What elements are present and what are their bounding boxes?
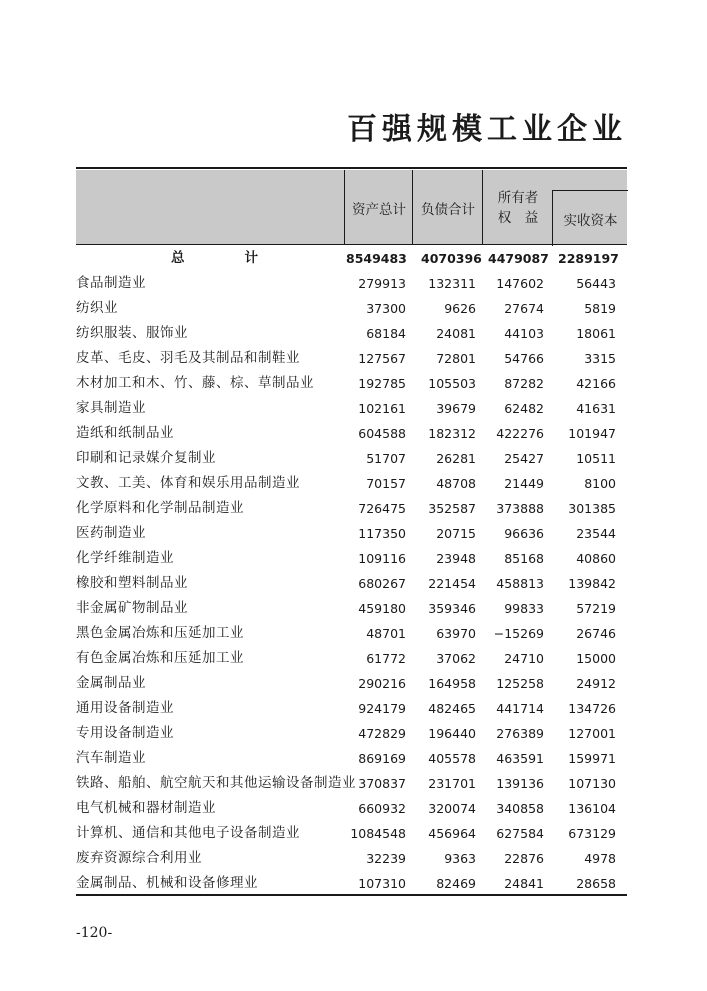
table-top-rule <box>76 167 627 169</box>
table-row <box>76 721 627 746</box>
row-equity: 24841 <box>504 876 544 891</box>
table-row <box>76 471 627 496</box>
row-equity: 139136 <box>496 776 544 791</box>
header-equity-line2: 权 益 <box>497 209 539 226</box>
row-assets: 68184 <box>366 326 406 341</box>
row-equity: −15269 <box>493 626 544 641</box>
row-label: 有色金属冶炼和压延加工业 <box>76 650 244 666</box>
header-assets: 资产总计 <box>344 170 413 245</box>
header-equity <box>482 170 553 245</box>
row-assets: 102161 <box>358 401 406 416</box>
row-liabilities: 24081 <box>436 326 476 341</box>
header-paid-in: 实收资本 <box>552 190 628 246</box>
row-label: 纺织业 <box>76 300 118 316</box>
table-row <box>76 346 627 371</box>
row-paid-in: 42166 <box>576 376 616 391</box>
row-assets: 70157 <box>366 476 406 491</box>
row-equity: 458813 <box>496 576 544 591</box>
table-row <box>76 871 627 896</box>
row-liabilities: 9626 <box>444 301 476 316</box>
row-liabilities: 63970 <box>436 626 476 641</box>
table-bottom-rule <box>76 894 627 896</box>
row-label: 医药制造业 <box>76 525 146 541</box>
row-paid-in: 127001 <box>568 726 616 741</box>
row-label: 家具制造业 <box>76 400 146 416</box>
row-equity: 27674 <box>504 301 544 316</box>
row-equity: 85168 <box>504 551 544 566</box>
table-row <box>76 371 627 396</box>
row-assets: 680267 <box>358 576 406 591</box>
row-label: 橡胶和塑料制品业 <box>76 575 188 591</box>
row-liabilities: 48708 <box>436 476 476 491</box>
row-assets: 726475 <box>358 501 406 516</box>
row-paid-in: 107130 <box>568 776 616 791</box>
table-row <box>76 696 627 721</box>
row-assets: 1084548 <box>350 826 406 841</box>
table-row <box>76 296 627 321</box>
row-assets: 660932 <box>358 801 406 816</box>
row-equity: 22876 <box>504 851 544 866</box>
row-equity: 25427 <box>504 451 544 466</box>
total-equity: 4479087 <box>488 251 549 266</box>
row-label: 造纸和纸制品业 <box>76 425 174 441</box>
row-assets: 869169 <box>358 751 406 766</box>
row-liabilities: 196440 <box>428 726 476 741</box>
row-paid-in: 3315 <box>584 351 616 366</box>
row-paid-in: 8100 <box>584 476 616 491</box>
row-label: 纺织服装、服饰业 <box>76 325 188 341</box>
row-liabilities: 37062 <box>436 651 476 666</box>
row-equity: 99833 <box>504 601 544 616</box>
row-liabilities: 164958 <box>428 676 476 691</box>
row-paid-in: 18061 <box>576 326 616 341</box>
row-liabilities: 20715 <box>436 526 476 541</box>
row-equity: 87282 <box>504 376 544 391</box>
row-label: 专用设备制造业 <box>76 725 174 741</box>
row-label: 化学纤维制造业 <box>76 550 174 566</box>
row-liabilities: 23948 <box>436 551 476 566</box>
table-row <box>76 571 627 596</box>
row-paid-in: 134726 <box>568 701 616 716</box>
row-label: 计算机、通信和其他电子设备制造业 <box>76 825 300 841</box>
row-assets: 117350 <box>358 526 406 541</box>
row-label: 金属制品业 <box>76 675 146 691</box>
row-paid-in: 56443 <box>576 276 616 291</box>
row-equity: 125258 <box>496 676 544 691</box>
table-row <box>76 646 627 671</box>
row-liabilities: 82469 <box>436 876 476 891</box>
row-paid-in: 57219 <box>576 601 616 616</box>
row-equity: 24710 <box>504 651 544 666</box>
row-label: 铁路、船舶、航空航天和其他运输设备制造业 <box>76 775 356 791</box>
total-liabilities: 4070396 <box>421 251 482 266</box>
row-assets: 37300 <box>366 301 406 316</box>
table-row <box>76 271 627 296</box>
row-assets: 51707 <box>366 451 406 466</box>
row-liabilities: 26281 <box>436 451 476 466</box>
row-paid-in: 5819 <box>584 301 616 316</box>
row-paid-in: 673129 <box>568 826 616 841</box>
row-paid-in: 159971 <box>568 751 616 766</box>
row-label: 木材加工和木、竹、藤、棕、草制品业 <box>76 375 314 391</box>
row-label: 汽车制造业 <box>76 750 146 766</box>
row-label: 皮革、毛皮、羽毛及其制品和制鞋业 <box>76 350 300 366</box>
row-equity: 62482 <box>504 401 544 416</box>
row-paid-in: 41631 <box>576 401 616 416</box>
table-body <box>76 246 627 896</box>
row-liabilities: 72801 <box>436 351 476 366</box>
row-label: 废弃资源综合利用业 <box>76 850 202 866</box>
row-paid-in: 4978 <box>584 851 616 866</box>
table-row <box>76 771 627 796</box>
row-paid-in: 40860 <box>576 551 616 566</box>
row-liabilities: 105503 <box>428 376 476 391</box>
table-row <box>76 546 627 571</box>
table-row <box>76 596 627 621</box>
row-assets: 61772 <box>366 651 406 666</box>
row-assets: 370837 <box>358 776 406 791</box>
total-label-right: 计 <box>244 250 258 266</box>
table-row <box>76 746 627 771</box>
row-equity: 422276 <box>496 426 544 441</box>
table-header <box>76 170 627 245</box>
row-equity: 441714 <box>496 701 544 716</box>
row-equity: 463591 <box>496 751 544 766</box>
row-assets: 109116 <box>358 551 406 566</box>
row-label: 黑色金属冶炼和压延加工业 <box>76 625 244 641</box>
table-row <box>76 321 627 346</box>
total-row <box>76 246 627 271</box>
row-liabilities: 39679 <box>436 401 476 416</box>
row-liabilities: 231701 <box>428 776 476 791</box>
row-equity: 373888 <box>496 501 544 516</box>
table-row <box>76 396 627 421</box>
row-paid-in: 15000 <box>576 651 616 666</box>
row-liabilities: 182312 <box>428 426 476 441</box>
row-liabilities: 132311 <box>428 276 476 291</box>
row-paid-in: 23544 <box>576 526 616 541</box>
row-label: 通用设备制造业 <box>76 700 174 716</box>
total-label <box>171 246 258 271</box>
row-assets: 459180 <box>358 601 406 616</box>
row-assets: 32239 <box>366 851 406 866</box>
row-assets: 290216 <box>358 676 406 691</box>
table-row <box>76 621 627 646</box>
row-paid-in: 101947 <box>568 426 616 441</box>
row-equity: 340858 <box>496 801 544 816</box>
row-label: 电气机械和器材制造业 <box>76 800 216 816</box>
table-row <box>76 421 627 446</box>
table-row <box>76 821 627 846</box>
header-bottom-rule <box>76 244 627 245</box>
page-number: -120- <box>76 925 113 941</box>
row-assets: 127567 <box>358 351 406 366</box>
row-paid-in: 10511 <box>576 451 616 466</box>
row-liabilities: 320074 <box>428 801 476 816</box>
row-assets: 924179 <box>358 701 406 716</box>
header-liabilities: 负债合计 <box>412 170 483 245</box>
row-equity: 96636 <box>504 526 544 541</box>
table-row <box>76 671 627 696</box>
row-liabilities: 221454 <box>428 576 476 591</box>
row-paid-in: 301385 <box>568 501 616 516</box>
row-label: 食品制造业 <box>76 275 146 291</box>
row-label: 金属制品、机械和设备修理业 <box>76 875 258 891</box>
row-assets: 604588 <box>358 426 406 441</box>
row-equity: 627584 <box>496 826 544 841</box>
row-equity: 147602 <box>496 276 544 291</box>
table-row <box>76 521 627 546</box>
total-assets: 8549483 <box>346 251 407 266</box>
row-liabilities: 359346 <box>428 601 476 616</box>
row-assets: 279913 <box>358 276 406 291</box>
row-label: 化学原料和化学制品制造业 <box>76 500 244 516</box>
total-paid-in: 2289197 <box>558 251 619 266</box>
total-label-left: 总 <box>171 250 185 266</box>
row-liabilities: 482465 <box>428 701 476 716</box>
row-label: 非金属矿物制品业 <box>76 600 188 616</box>
row-equity: 54766 <box>504 351 544 366</box>
row-paid-in: 26746 <box>576 626 616 641</box>
table-row <box>76 846 627 871</box>
row-assets: 107310 <box>358 876 406 891</box>
table-row <box>76 496 627 521</box>
row-assets: 48701 <box>366 626 406 641</box>
page-title: 百强规模工业企业 <box>347 112 627 147</box>
row-liabilities: 9363 <box>444 851 476 866</box>
row-equity: 276389 <box>496 726 544 741</box>
row-liabilities: 405578 <box>428 751 476 766</box>
table-row <box>76 446 627 471</box>
row-equity: 44103 <box>504 326 544 341</box>
row-label: 印刷和记录媒介复制业 <box>76 450 216 466</box>
row-equity: 21449 <box>504 476 544 491</box>
row-assets: 192785 <box>358 376 406 391</box>
row-paid-in: 24912 <box>576 676 616 691</box>
row-liabilities: 352587 <box>428 501 476 516</box>
row-label: 文教、工美、体育和娱乐用品制造业 <box>76 475 300 491</box>
header-equity-line1: 所有者 <box>497 189 539 206</box>
row-liabilities: 456964 <box>428 826 476 841</box>
row-assets: 472829 <box>358 726 406 741</box>
row-paid-in: 136104 <box>568 801 616 816</box>
table-row <box>76 796 627 821</box>
row-paid-in: 28658 <box>576 876 616 891</box>
row-paid-in: 139842 <box>568 576 616 591</box>
